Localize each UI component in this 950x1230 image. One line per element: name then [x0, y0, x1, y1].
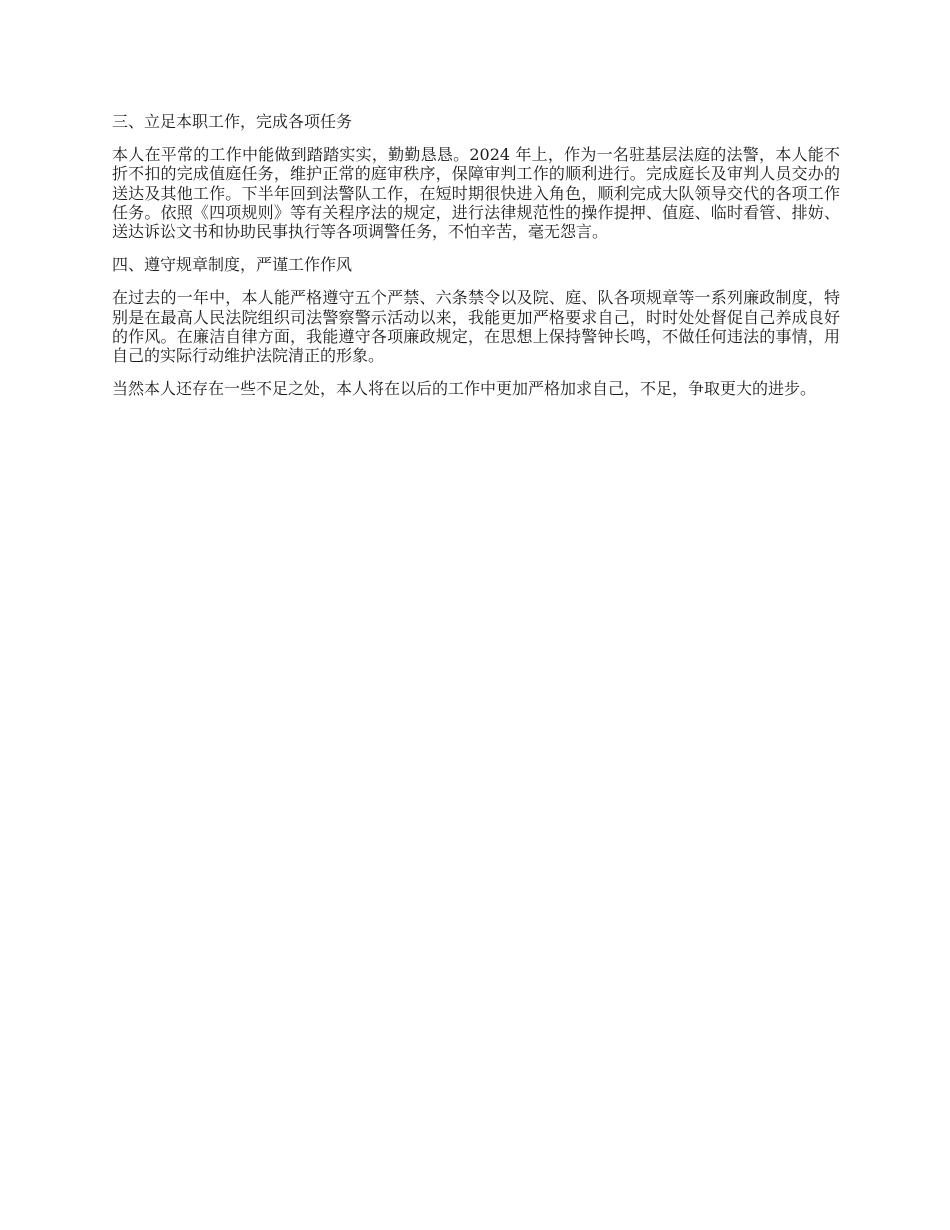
section-heading-3: 三、立足本职工作，完成各项任务 [112, 112, 353, 131]
section-heading-4: 四、遵守规章制度，严谨工作作风 [112, 255, 353, 275]
section-paragraph-4: 在过去的一年中，本人能严格遵守五个严禁、六条禁令以及院、庭、队各项规章等一系列廉政制度，特别是在最高人民法院组织司法警察警示活动以来，我能更加严格要求自己，时时处处督促自己养成良好的作风。在廉洁自律方面，我能遵守各项廉政规定，在思想上保持警钟长鸣，不做任何违法的事情，用自己的实际行动维护法院清正的形象。 [112, 288, 840, 366]
section-paragraph-3: 本人在平常的工作中能做到踏踏实实，勤勤恳恳。2024 年上，作为一名驻基层法庭的法警，本人能不折不扣的完成值庭任务，维护正常的庭审秩序，保障审判工作的顺利进行。完成庭长及审判人员交办的送达及其他工作。下半年回到法警队工作，在短时期很快进入角色，顺利完成大队领导交代的各项工作任务。依照《四项规则》等有关程序法的规定，进行法律规范性的操作提押、值庭、临时看管、排妨、送达诉讼文书和协助民事执行等各项调警任务，不怕辛苦，毫无怨言。 [112, 145, 840, 242]
document-page [112, 112, 840, 412]
closing-paragraph: 当然本人还存在一些不足之处，本人将在以后的工作中更加严格加求自己，不足，争取更大的进步。 [112, 379, 817, 399]
